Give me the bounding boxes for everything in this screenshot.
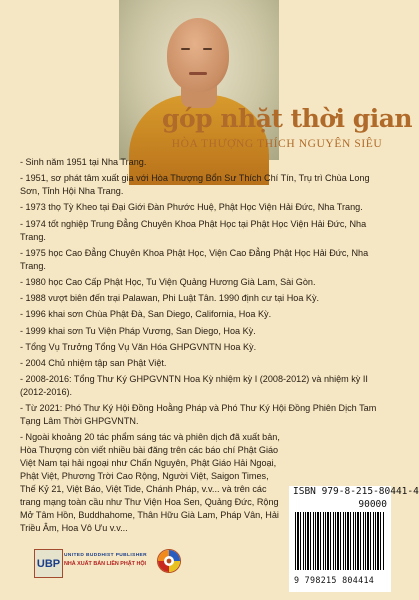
- barcode-digits: 9 798215 804414: [294, 575, 375, 585]
- bio-list: [20, 156, 388, 539]
- bio-item: - 1974 tốt nghiệp Trung Đẳng Chuyên Khoa Phật Học tại Phật Học Viện Hải Đức, Nha Trang.: [20, 218, 367, 242]
- bio-item: - 1973 thọ Tỳ Kheo tại Đại Giới Đàn Phước Huệ, Phật Học Viện Hải Đức, Nha Trang.: [20, 202, 363, 213]
- bio-item: - Tổng Vụ Trưởng Tổng Vụ Văn Hóa GHPGVNTN Hoa Kỳ.: [20, 341, 257, 352]
- author-portrait: [119, 0, 279, 160]
- barcode-bars: [295, 512, 385, 570]
- isbn-label: ISBN 979-8-215-80441-4: [293, 486, 419, 497]
- isbn-price-code: 90000: [358, 499, 387, 510]
- publisher-logo-text: UBP: [36, 557, 61, 570]
- bio-item: - 1975 học Cao Đẳng Chuyên Khoa Phật Học, Viện Cao Đẳng Phật Học Hải Đức, Nha Trang.: [20, 247, 369, 271]
- buddhist-flag-emblem-icon: [157, 549, 181, 573]
- eye-left: [181, 48, 190, 50]
- isbn-barcode-box: [289, 486, 419, 592]
- bio-item: - 1996 khai sơn Chùa Phật Đà, San Diego, California, Hoa Kỳ.: [20, 309, 272, 320]
- author-name: HÒA THƯỢNG THÍCH NGUYÊN SIÊU: [171, 138, 383, 150]
- publisher-name-vi: NHÀ XUẤT BẢN LIÊN PHẬT HỘI: [64, 561, 147, 567]
- bio-item: - Sinh năm 1951 tại Nha Trang.: [20, 157, 147, 167]
- bio-item: - 1951, sơ phát tâm xuất gia với Hòa Thượng Bổn Sư Thích Chí Tín, Trụ trì Chùa Long Sơn, Tỉnh Hội Nha Trang.: [20, 173, 370, 197]
- mouth: [189, 72, 207, 75]
- bio-item: - 2004 Chủ nhiệm tập san Phật Việt.: [20, 357, 167, 368]
- eye-right: [203, 48, 212, 50]
- bio-item: - 1980 học Cao Cấp Phật Học, Tu Viện Quảng Hương Già Lam, Sài Gòn.: [20, 276, 316, 287]
- bio-item: - 2008-2016: Tổng Thư Ký GHPGVNTN Hoa Kỳ nhiệm kỳ I (2008-2012) và nhiệm kỳ II (2012-2016).: [20, 374, 368, 398]
- bio-item: - Ngoài khoảng 20 tác phẩm sáng tác và phiên dịch đã xuất bản, Hòa Thượng còn viết nhiều bài đăng trên các báo chí Phật Giáo Việt Nam tại hải ngoại như Chấn Nguyên, Phật Giáo Hải Ngoại, Phật Việt, Phương Trời Cao Rộng, Người Việt, Saigon Times, Thế Kỷ 21, Việt Báo, Việt Tide, Chánh Pháp, v.v... và trên các trang mạng toàn cầu như Thư Viện Hoa Sen, Quảng Đức, Rộng Mở Tâm Hồn, Buddhahome, Thân Hữu Già Lam, Pháp Vân, Hải Triều Âm, Hoa Vô Ưu v.v...: [20, 432, 280, 534]
- bio-item: - 1999 khai sơn Tu Viện Pháp Vương, San Diego, Hoa Kỳ.: [20, 325, 256, 336]
- ubp-logo-icon: [34, 549, 63, 578]
- bio-item: - 1988 vượt biên đến trại Palawan, Phi Luật Tân. 1990 định cư tại Hoa Kỳ.: [20, 293, 320, 304]
- book-title: góp nhặt thời gian: [162, 104, 413, 133]
- publisher-name-en: UNITED BUDDHIST PUBLISHER: [64, 553, 148, 558]
- head-shape: [167, 18, 229, 92]
- bio-item: - Từ 2021: Phó Thư Ký Hội Đồng Hoằng Pháp và Phó Thư Ký Hội Đồng Phiên Dịch Tam Tạng Lâm Thời GHPGVNTN.: [20, 403, 377, 427]
